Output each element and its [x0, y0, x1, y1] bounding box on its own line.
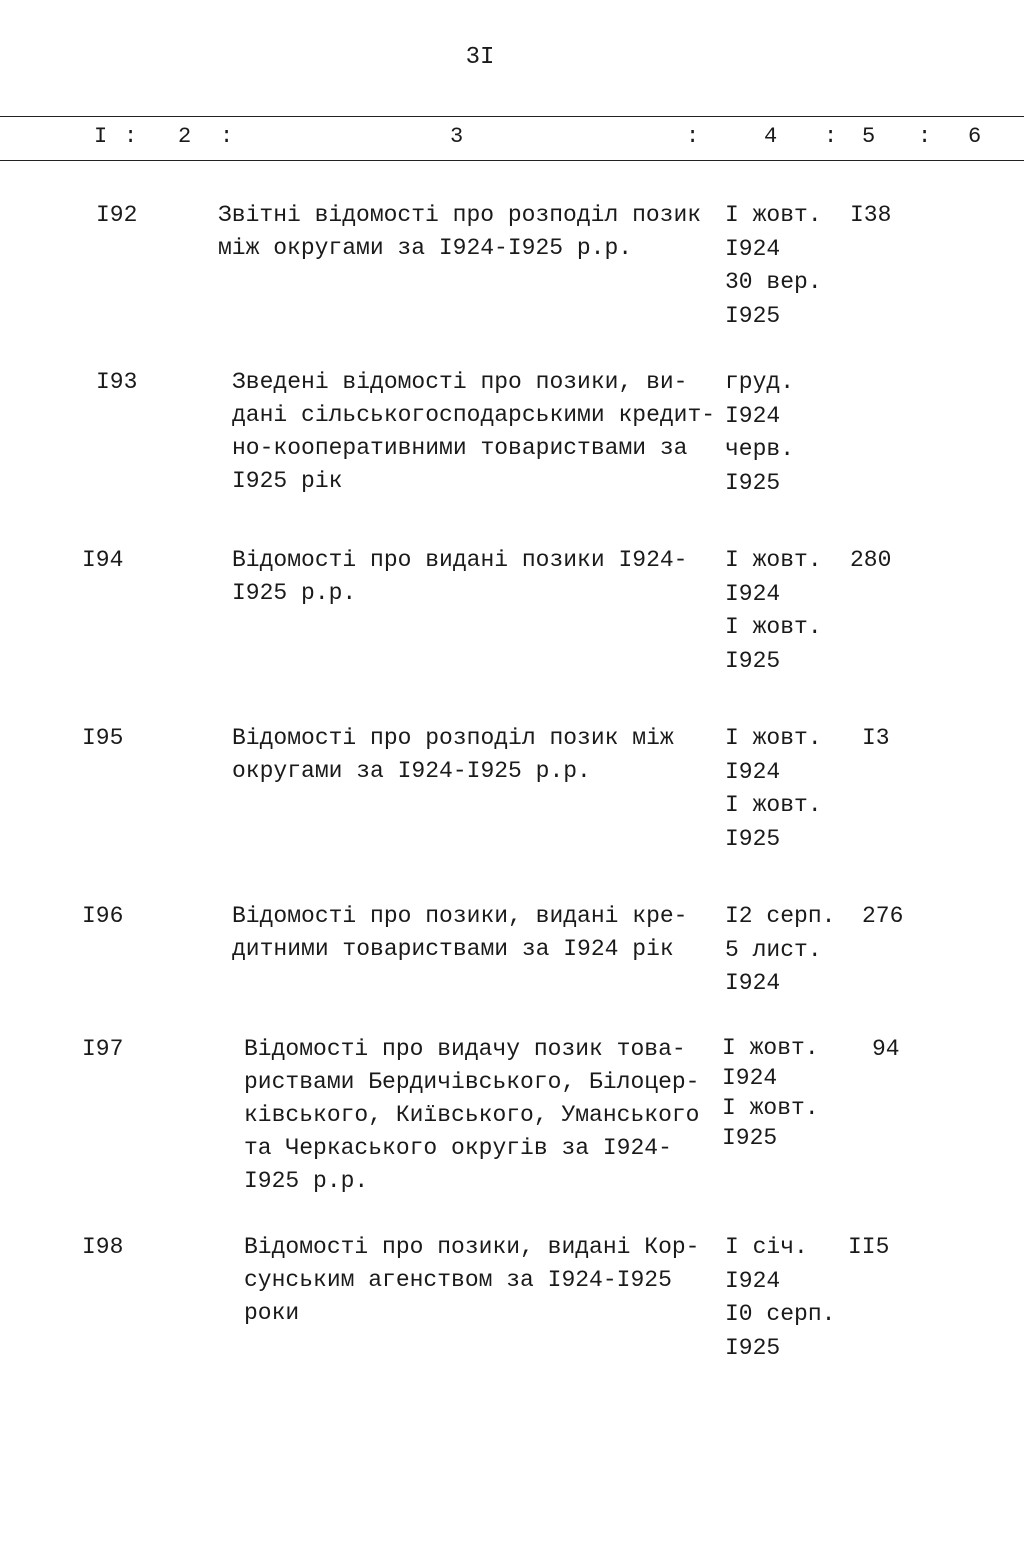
page-number: 3I	[465, 44, 495, 71]
description-line: Відомості про позики, видані кре-	[232, 903, 688, 929]
description-line: Відомості про видачу позик това-	[244, 1036, 686, 1062]
row-dates	[722, 1033, 819, 1153]
row-sheets: 280	[850, 547, 892, 573]
date-line: I925	[725, 469, 781, 496]
date-line: I жовт.	[722, 1095, 819, 1121]
row-description	[232, 544, 712, 610]
description-line: округами за I924-I925 р.р.	[232, 758, 591, 784]
date-line: I925	[725, 647, 781, 674]
column-header-5: 5	[862, 124, 876, 149]
description-line: но-кооперативними товариствами за	[232, 435, 688, 461]
column-header-4: 4	[764, 124, 778, 149]
column-separator: :	[124, 124, 138, 149]
date-line: I жовт.	[725, 725, 822, 751]
column-header-2: 2	[178, 124, 192, 149]
description-line: дані сільськогосподарськими кредит-	[232, 402, 716, 428]
row-sheets: I38	[850, 202, 892, 228]
description-line: та Черкаського округів за I924-	[244, 1135, 672, 1161]
description-line: Відомості про позики, видані Кор-	[244, 1234, 700, 1260]
date-line: I жовт.	[725, 547, 822, 573]
column-header-6: 6	[968, 124, 982, 149]
column-header-3: 3	[450, 124, 464, 149]
column-separator: :	[918, 124, 932, 149]
date-line: груд.	[725, 369, 795, 395]
row-number: I94	[82, 547, 124, 573]
description-line: I925 р.р.	[232, 580, 357, 606]
date-line: I925	[725, 302, 781, 329]
description-line: I925 рік	[232, 468, 343, 494]
row-description	[244, 1033, 724, 1198]
row-number: I98	[82, 1234, 124, 1260]
row-description	[244, 1231, 724, 1330]
description-line: Зведені відомості про позики, ви-	[232, 369, 688, 395]
row-dates	[725, 900, 835, 1001]
date-line: I жовт.	[725, 614, 822, 640]
description-line: Відомості про розподіл позик між	[232, 725, 674, 751]
column-separator: :	[220, 124, 234, 149]
date-line: I січ.	[725, 1234, 808, 1260]
row-number: I92	[96, 202, 138, 228]
description-line: сунським агенством за I924-I925	[244, 1267, 672, 1293]
header-rule-top	[0, 116, 1024, 117]
date-line: I0 серп.	[725, 1301, 836, 1327]
date-line: I924	[725, 1267, 781, 1294]
date-line: черв.	[725, 436, 795, 462]
row-description	[232, 366, 716, 498]
header-rule-bottom	[0, 160, 1024, 161]
date-line: 30 вер.	[725, 269, 822, 295]
date-line: I925	[725, 825, 781, 852]
column-header-1: I	[94, 124, 108, 149]
description-line: Відомості про видані позики I924-	[232, 547, 688, 573]
description-line: риствами Бердичівського, Білоцер-	[244, 1069, 700, 1095]
row-description	[218, 199, 702, 265]
date-line: I924	[725, 580, 781, 607]
description-line: I925 р.р.	[244, 1168, 369, 1194]
date-line: I925	[725, 1334, 781, 1361]
row-number: I93	[96, 369, 138, 395]
description-line: роки	[244, 1300, 300, 1326]
row-number: I96	[82, 903, 124, 929]
description-line: Звітні відомості про розподіл позик	[218, 202, 702, 228]
row-sheets: I3	[862, 725, 890, 751]
column-separator: :	[686, 124, 700, 149]
row-dates	[725, 199, 822, 333]
date-line: I924	[722, 1065, 778, 1091]
description-line: між округами за I924-I925 р.р.	[218, 235, 633, 261]
description-line: дитними товариствами за I924 рік	[232, 936, 674, 962]
date-line: I жовт.	[722, 1035, 819, 1061]
row-sheets: II5	[848, 1234, 890, 1260]
date-line: I924	[725, 758, 781, 785]
row-dates	[725, 722, 822, 856]
column-separator: :	[824, 124, 838, 149]
row-dates	[725, 366, 794, 500]
row-sheets: 94	[872, 1036, 900, 1062]
date-line: I924	[725, 402, 781, 429]
row-number: I97	[82, 1036, 124, 1062]
date-line: 5 лист.	[725, 936, 822, 963]
row-sheets: 276	[862, 903, 904, 929]
date-line: I жовт.	[725, 792, 822, 818]
row-dates	[725, 544, 822, 678]
date-line: I925	[722, 1125, 778, 1151]
row-description	[232, 722, 712, 788]
description-line: ківського, Київського, Уманського	[244, 1102, 700, 1128]
row-description	[232, 900, 712, 966]
date-line: I924	[725, 235, 781, 262]
row-number: I95	[82, 725, 124, 751]
row-dates	[725, 1231, 835, 1365]
date-line: I жовт.	[725, 202, 822, 228]
date-line: I2 серп.	[725, 903, 836, 929]
date-line: I924	[725, 970, 781, 996]
